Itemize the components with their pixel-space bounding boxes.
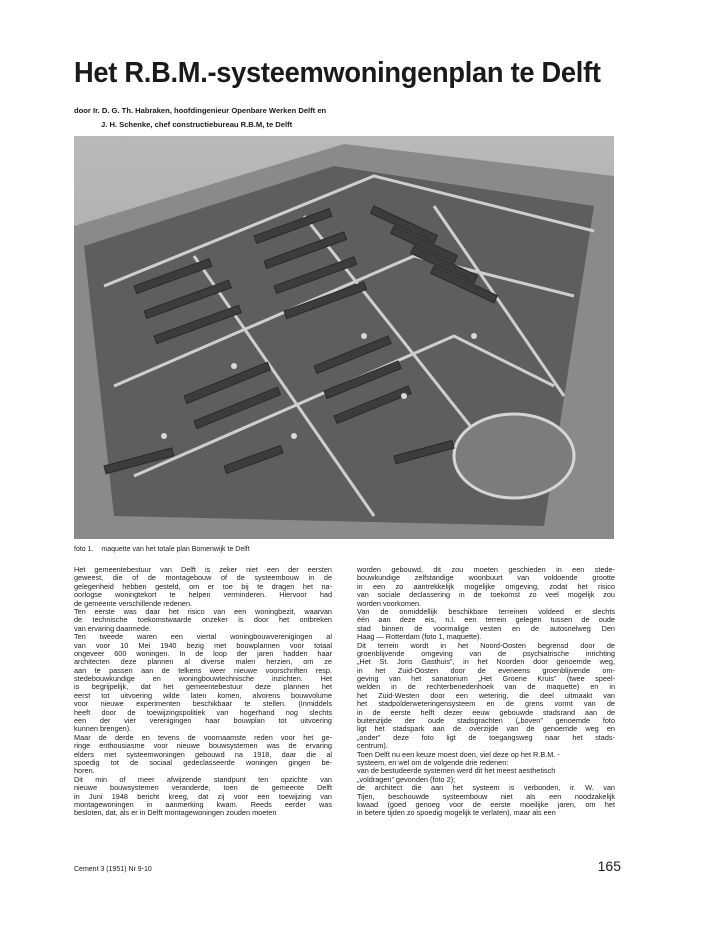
text-line: „onder” deze foto ligt de toegangsweg naar het stads- — [357, 733, 615, 742]
text-line: van ervaring daarmede. — [74, 624, 152, 633]
text-line: in Juni 1948 bericht kreeg, dat zij voor een toewijzing van — [74, 792, 332, 801]
text-line: voor nieuwe experimenten beschikbaar te stellen. (Inmiddels — [74, 700, 332, 709]
text-line: gelegenheid hebben gesteld, om er toe bij te dragen het na- — [74, 582, 332, 591]
text-line: worden gebouwd, dit zou moeten geschieden in een stede- — [357, 566, 615, 574]
text-line: architecten deze plannen al diverse malen herzien, om ze — [74, 658, 332, 667]
text-line: stedebouwkundige en woningbouwtechnische inzichten. Het — [74, 675, 332, 684]
text-line: Dit terrein wordt in het Noord-Oosten begrensd door de — [357, 641, 615, 650]
text-line: Maar de derde en tevens de voornaamste reden voor het ge- — [74, 733, 332, 742]
text-line: kunnen brengen). — [74, 725, 132, 734]
text-line: elders met systeemwoningen gebouwd na 1918, daar die al — [74, 750, 332, 759]
text-line: horen. — [74, 767, 95, 776]
text-line: van voor 10 Mei 1940 bezig met bouwplannen voor totaal — [74, 641, 332, 650]
text-line: Ten eerste was daar het risico van een woningbezit, waarvan — [74, 607, 332, 616]
author-line: door Ir. D. G. Th. Habraken, hoofdingenieur Openbare Werken Delft en — [74, 106, 327, 115]
text-line: montagewoningen in aanmerking kwam. Reeds eerder was — [74, 800, 332, 809]
text-line: in de eerste helft dezer eeuw gebouwde stadsrand aan de — [357, 708, 615, 717]
text-line: kwaad (goed genoeg voor de eerste moeilijke jaren, om het — [357, 800, 615, 809]
text-line: is begrijpelijk, dat het gemeentebestuur deze plannen het — [74, 683, 332, 692]
text-line: geving van het sanatorium „Het Groene Kruis” (twee speel- — [357, 675, 615, 684]
text-line: een der vier verenigingen haar bouwplan tot uitvoering — [74, 717, 332, 726]
text-line: oorlogse woningtekort te helpen verminderen. Hiervoor had — [74, 591, 332, 600]
text-line: ringe enthousiasme voor nieuwe bouwsystemen was de ervaring — [74, 742, 332, 751]
text-line: de gemeente verschillende redenen. — [74, 599, 193, 608]
text-line: nieuwe bouwsystemen veranderde, toen de gemeente Delft — [74, 784, 332, 793]
text-line: welden in de rechterbenedenhoek van de maquette) en in — [357, 683, 615, 692]
text-line: geweest, die of de montagebouw of de systeembouw in de — [74, 574, 332, 583]
text-line: in een zo aantrekkelijk mogelijke omgeving, zodat het risico — [357, 582, 615, 591]
text-line: worden voorkomen. — [357, 599, 422, 608]
text-line: „Het St. Joris Gasthuis”, in het Noorden door genoemde weg, — [357, 658, 615, 667]
figure-caption — [74, 545, 250, 554]
figure-caption-text: maquette van het totale plan Bomenwijk te Delft — [101, 546, 250, 553]
text-line: heeft door de toewijzingspolitiek van hogerhand nog slechts — [74, 708, 332, 717]
text-line: spoedig tot de sociaal gedeclasseerde woningen gingen be- — [74, 758, 332, 767]
text-line: het stadpolderweteringensysteem en de grens vormt van de — [357, 700, 615, 709]
text-line: stad binnen de voormalige vesten en de autosnelweg Den — [357, 624, 615, 633]
text-line: Het gemeentebestuur van Delft is zeker niet een der eersten — [74, 566, 332, 574]
text-line: in betere tijden zo spoedig mogelijk te verlaten), maar als een — [357, 809, 556, 818]
text-line: Van de onmiddellijk beschikbare terreinen voldeed er slechts — [357, 607, 615, 616]
text-line: de architect die aan het systeem is verbonden, ir. W. van — [357, 784, 615, 793]
text-line: Ten tweede waren een viertal woningbouwverenigingen al — [74, 633, 332, 642]
text-line: systeem, en wel om de volgende drie redenen: — [357, 758, 509, 767]
text-line: buitenzijde der oude stadsgrachten („boven” genoemde foto — [357, 717, 615, 726]
text-line: centrum). — [357, 742, 388, 751]
text-line: aan te passen aan de telkens weer nieuwe voorschriften resp. — [74, 666, 332, 675]
text-line: in het Zuid-Oosten door de eveneens groenblijvende om- — [357, 666, 615, 675]
text-line: Toen Delft nu een keuze moest doen, viel deze op het R.B.M. - — [357, 750, 560, 759]
maquette-photo — [74, 136, 614, 539]
text-line: besloten, dat, als er in Delft montagewoningen zouden moeten — [74, 809, 277, 818]
author-byline — [74, 104, 326, 132]
text-line: de technische toekomstwaarde onzeker is door het ontbreken — [74, 616, 332, 625]
body-column-right — [357, 566, 615, 818]
text-line: het Zuid-Westen door een wetering, die deel uitmaakt van — [357, 691, 615, 700]
text-line: Dit min of meer afwijzende standpunt ten opzichte van — [74, 775, 332, 784]
text-line: Tijen, beschouwde systeembouw niet als een noodzakelijk — [357, 792, 615, 801]
author-line: J. H. Schenke, chef constructiebureau R.B.M, te Delft — [101, 120, 293, 129]
text-line: één aan deze eis, n.l. een terrein gelegen tussen de oude — [357, 616, 615, 625]
text-line: bouwkundige zelfstandige woonbuurt van voldoende grootte — [357, 574, 615, 583]
text-line: groenblijvende omgeving van de psychiatrische inrichting — [357, 649, 615, 658]
text-line: ongeveer 600 woningen. In de loop der jaren hadden haar — [74, 649, 332, 658]
page-number: 165 — [597, 858, 621, 874]
journal-reference: Cement 3 (1951) Nr 9-10 — [74, 866, 152, 873]
body-column-left — [74, 566, 332, 818]
text-line: van sociale declassering in de toekomst zo veel mogelijk zou — [357, 591, 615, 600]
text-line: „voldragen” gevonden (foto 2); — [357, 775, 456, 784]
text-line: van de bestudeerde systemen werd dit het meest aesthetisch — [357, 767, 556, 776]
figure-number: foto 1. — [74, 546, 94, 553]
text-line: ligt het stadspark aan de overzijde van de genoemde weg en — [357, 725, 615, 734]
article-title: Het R.B.M.-systeemwoningenplan te Delft — [74, 57, 601, 89]
text-line: eerst tot uitvoering wilde laten komen, alvorens bouwvolume — [74, 691, 332, 700]
text-line: Haag — Rotterdam (foto 1, maquette). — [357, 633, 482, 642]
